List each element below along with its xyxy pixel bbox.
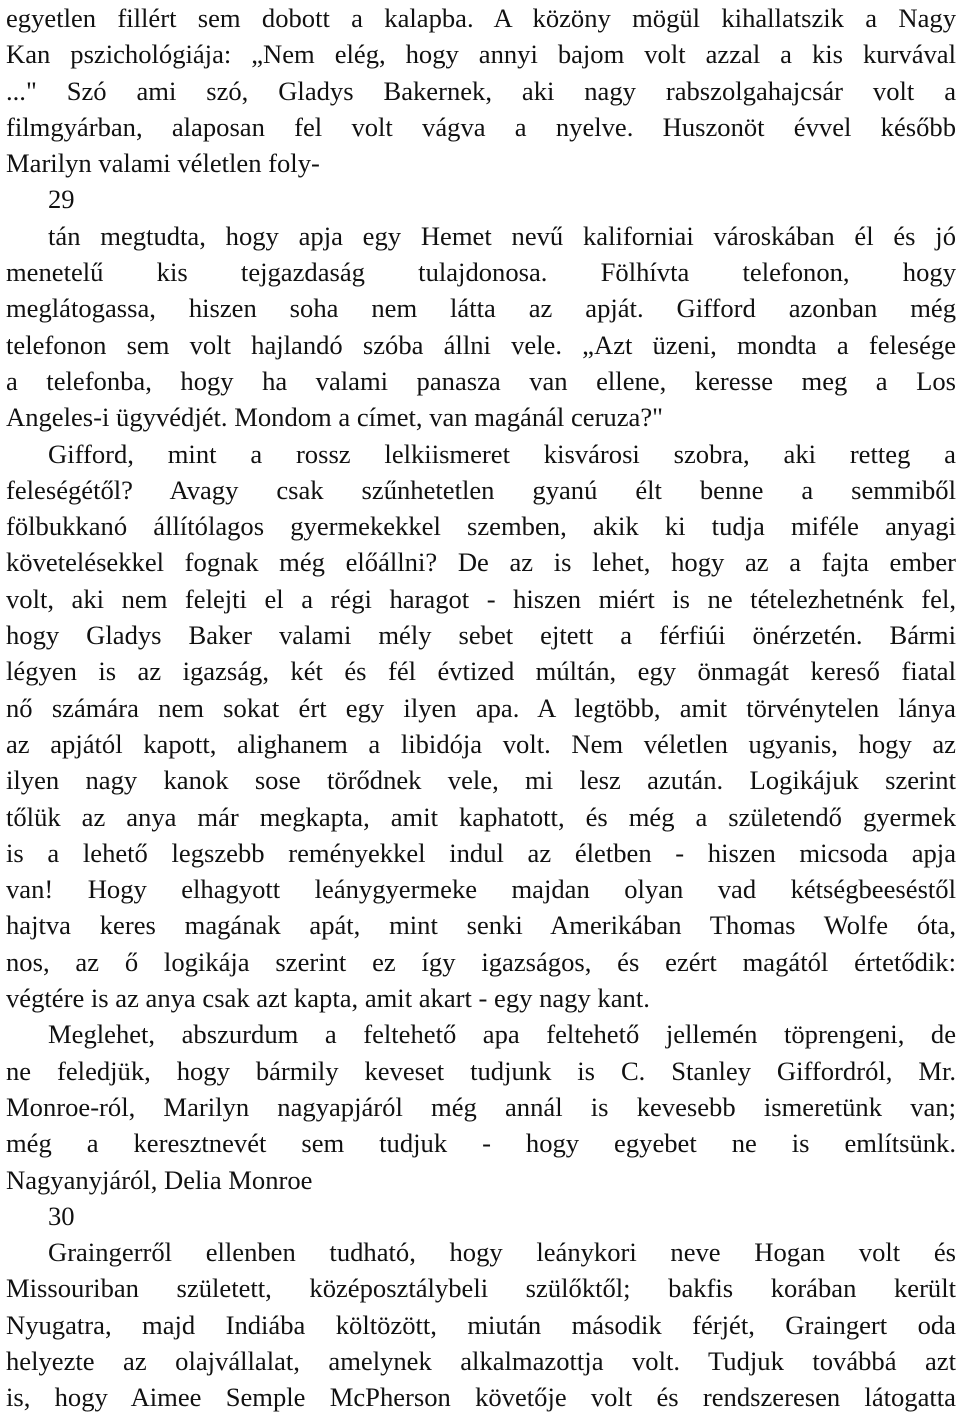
- text-line: helyezte az olajvállalat, amelynek alkalmazottja volt. Tudjuk továbbá azt: [6, 1345, 956, 1376]
- text-line: nő számára nem sokat ért egy ilyen apa. A legtöbb, amit törvénytelen lánya: [6, 692, 956, 723]
- text-line: Angeles-i ügyvédjét. Mondom a címet, van magánál ceruza?": [6, 402, 663, 433]
- page-number: 30: [48, 1200, 75, 1231]
- text-line: Nyugatra, majd Indiába költözött, miután második férjét, Graingert oda: [6, 1309, 956, 1340]
- text-line: egyetlen fillért sem dobott a kalapba. A közöny mögül kihallatszik a Nagy: [6, 3, 956, 33]
- text-line: követelésekkel fognak még előállni? De az is lehet, hogy az a fajta ember: [6, 547, 956, 578]
- text-line: Kan pszichológiája: „Nem elég, hogy annyi bajom volt azzal a kis kurvával: [6, 39, 956, 70]
- text-line: is a lehető legszebb reményekkel indul az életben - hiszen micsoda apja: [6, 837, 956, 868]
- text-line: telefonon sem volt hajlandó szóba állni vele. „Azt üzeni, mondta a felesége: [6, 329, 956, 360]
- text-line: Missouriban született, középosztálybeli szülőktől; bakfis korában került: [6, 1273, 956, 1304]
- text-line: menetelű kis tejgazdaság tulajdonosa. Fölhívta telefonon, hogy: [6, 257, 956, 288]
- text-line: tőlük az anya már megkapta, amit kaphatott, és még a születendő gyermek: [6, 801, 956, 832]
- text-line: még a keresztnevét sem tudjuk - hogy egyebet ne is említsünk.: [6, 1128, 956, 1159]
- text-line: Marilyn valami véletlen foly-: [6, 148, 320, 179]
- text-line: légyen is az igazság, két és fél évtized múltán, egy önmagát kereső fiatal: [6, 656, 956, 687]
- text-line: Gifford, mint a rossz lelkiismeret kisvárosi szobra, aki retteg a: [48, 438, 956, 469]
- document-page: [6, 0, 956, 1416]
- text-line: Meglehet, abszurdum a feltehető apa feltehető jellemén töprengeni, de: [48, 1019, 956, 1050]
- text-line: fölbukkanó állítólagos gyermekekkel szemben, akik ki tudja miféle anyagi: [6, 511, 956, 542]
- text-line: filmgyárban, alaposan fel volt vágva a nyelve. Huszonöt évvel később: [6, 111, 956, 142]
- text-line: ilyen nagy kanok sose törődnek vele, mi lesz azután. Logikájuk szerint: [6, 765, 956, 796]
- text-line: meglátogassa, hiszen soha nem látta az apját. Gifford azonban még: [6, 293, 956, 324]
- text-line: Graingerről ellenben tudható, hogy leánykori neve Hogan volt és: [48, 1237, 956, 1268]
- text-line: nos, az ő logikája szerint ez így igazságos, és ezért magától értetődik:: [6, 946, 956, 977]
- text-line: ne feledjük, hogy bármily keveset tudjunk is C. Stanley Giffordról, Mr.: [6, 1055, 956, 1086]
- text-line: hajtva keres magának apát, mint senki Amerikában Thomas Wolfe óta,: [6, 910, 956, 941]
- text-line: feleségétől? Avagy csak szűnhetetlen gyanú élt benne a semmiből: [6, 474, 956, 505]
- text-line: Monroe-ról, Marilyn nagyapjáról még annál is kevesebb ismeretünk van;: [6, 1091, 956, 1122]
- text-line: a telefonba, hogy ha valami panasza van ellene, keresse meg a Los: [6, 365, 956, 396]
- text-line: tán megtudta, hogy apja egy Hemet nevű kaliforniai városkában él és jó: [48, 220, 956, 251]
- text-line: ..." Szó ami szó, Gladys Bakernek, aki nagy rabszolgahajcsár volt a: [6, 75, 956, 106]
- text-line: van! Hogy elhagyott leánygyermeke majdan olyan vad kétségbeeséstől: [6, 874, 956, 905]
- text-line: hogy Gladys Baker valami mély sebet ejtett a férfiúi önérzetén. Bármi: [6, 620, 956, 651]
- text-line: végtére is az anya csak azt kapta, amit akart - egy nagy kant.: [6, 983, 650, 1014]
- text-line: az apjától kapott, alighanem a libidója volt. Nem véletlen ugyanis, hogy az: [6, 728, 956, 759]
- text-line: volt, aki nem felejti el a régi haragot - hiszen miért is ne tételezhetnénk fel,: [6, 583, 956, 614]
- text-line: is, hogy Aimee Semple McPherson követője volt és rendszeresen látogatta: [6, 1382, 956, 1413]
- page-number: 29: [48, 184, 75, 215]
- text-line: Nagyanyjáról, Delia Monroe: [6, 1164, 313, 1195]
